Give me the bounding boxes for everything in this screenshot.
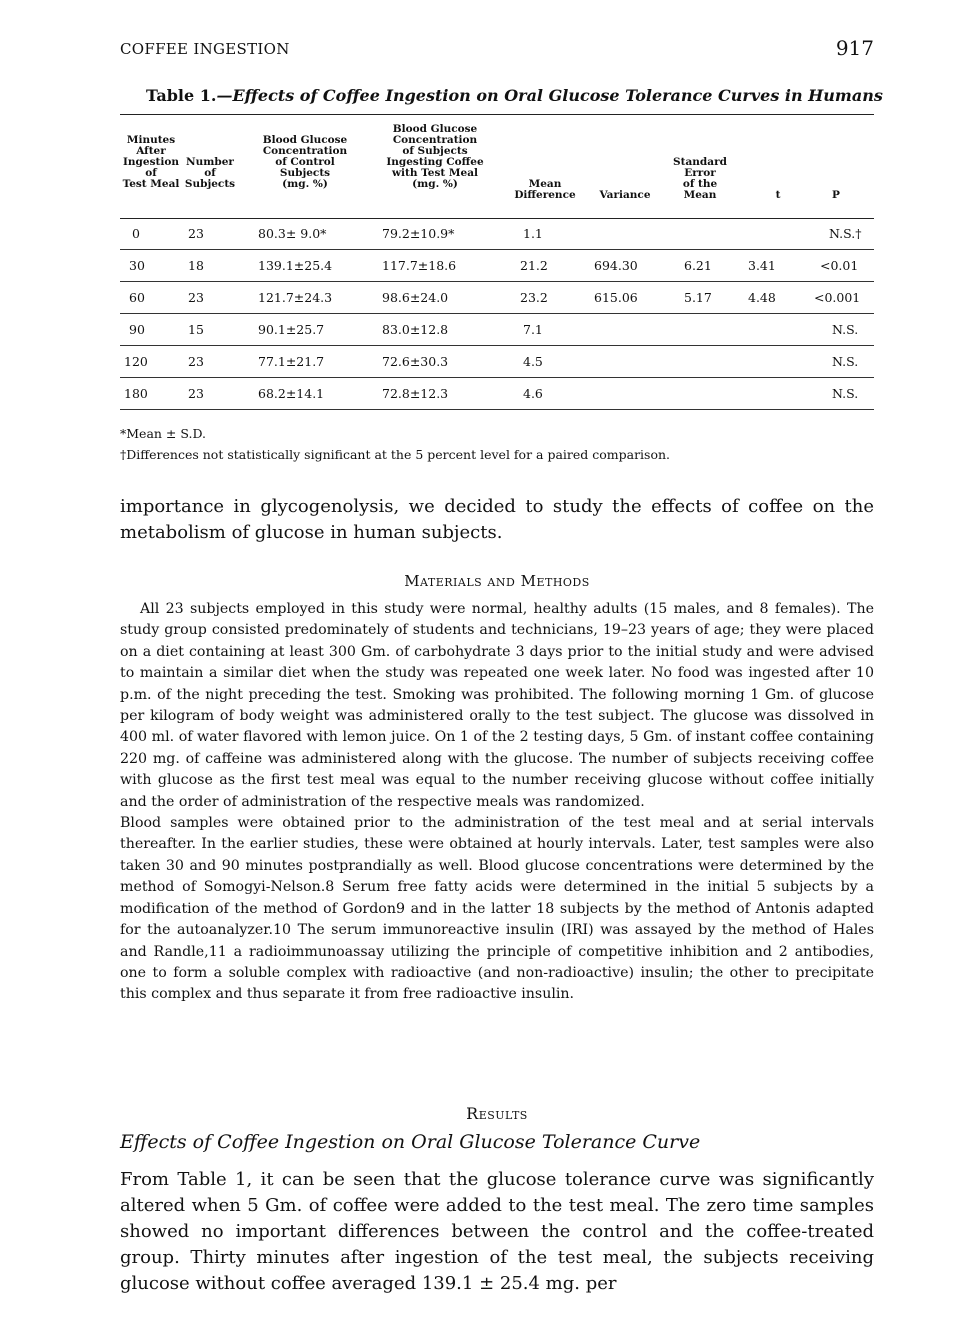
cell-p: N.S. bbox=[832, 322, 859, 337]
methods-paragraph: All 23 subjects employed in this study were normal, healthy adults (15 males, and 8 females). The study group consisted predominately of students and technicians, 19–23 years of age; they were placed on a diet containing at least 300 Gm. of carbohydrate 3 days prior to the initial study and were advised to maintain a similar diet when the study was repeated one week later. No food was ingested after 10 p.m. of the night preceding the test. Smoking was prohibited. The following morning 1 Gm. of glucose per kilogram of body weight was administered orally to the test subject. The glucose was dissolved in 400 ml. of water flavored with lemon juice. On 1 of the 2 testing days, 5 Gm. of instant coffee containing 220 mg. of caffeine was administered along with the glucose. The number of subjects receiving coffee with glucose as the first test meal was equal to the number receiving glucose without coffee initially and the order of administration of the respective meals was randomized. bbox=[120, 601, 874, 810]
data-table bbox=[120, 118, 874, 458]
cell-mean-difference: 21.2 bbox=[520, 258, 548, 273]
cell-p: <0.01 bbox=[820, 258, 859, 273]
cell-number: 23 bbox=[188, 386, 204, 401]
cell-mean-difference: 7.1 bbox=[523, 322, 543, 337]
cell-control: 68.2±14.1 bbox=[258, 386, 325, 401]
running-head-title: COFFEE INGESTION bbox=[120, 40, 290, 58]
intro-text: importance in glycogenolysis, we decided to study the effects of coffee on the metabolism of glucose in human subjects. bbox=[120, 496, 874, 543]
footnote-significance: †Differences not statistically significant at the 5 percent level for a paired comparison. bbox=[120, 447, 671, 462]
cell-sem: 5.17 bbox=[684, 290, 712, 305]
cell-minutes: 60 bbox=[129, 290, 145, 305]
table-row bbox=[120, 346, 874, 378]
cell-mean-difference: 4.5 bbox=[523, 354, 543, 369]
cell-control: 77.1±21.7 bbox=[258, 354, 325, 369]
row-rule bbox=[120, 409, 874, 410]
table-row bbox=[120, 314, 874, 346]
cell-mean-difference: 23.2 bbox=[520, 290, 548, 305]
cell-number: 23 bbox=[188, 290, 204, 305]
cell-t: 4.48 bbox=[748, 290, 776, 305]
table-title: —Effects of Coffee Ingestion on Oral Glucose Tolerance Curves in Humans bbox=[216, 86, 883, 105]
table-row bbox=[120, 218, 874, 250]
header-coffee: Blood Glucose Concentration of Subjects Ingesting Coffee with Test Meal (mg. %) bbox=[386, 123, 484, 190]
methods-body bbox=[120, 599, 874, 1006]
table-label: Table 1. bbox=[146, 86, 217, 105]
footnote-mean-sd: *Mean ± S.D. bbox=[120, 426, 207, 441]
cell-number: 18 bbox=[188, 258, 204, 273]
running-head bbox=[120, 36, 874, 64]
cell-coffee: 72.6±30.3 bbox=[382, 354, 449, 369]
cell-t: 3.41 bbox=[748, 258, 776, 273]
cell-minutes: 0 bbox=[132, 226, 140, 241]
intro-paragraph bbox=[120, 494, 874, 546]
header-p: P bbox=[832, 189, 840, 201]
header-minutes: Minutes After Ingestion of Test Meal bbox=[122, 134, 180, 190]
methods-paragraph: Blood samples were obtained prior to the administration of the test meal and at serial intervals thereafter. In the earlier studies, these were obtained at hourly intervals. Later, test samples were also taken 30 and 90 minutes postprandially as well. Blood glucose concentrations were determined by the method of Somogyi-Nelson.8 Serum free fatty acids were determined in the initial 5 subjects by a modification of the method of Gordon9 and in the latter 18 subjects by the method of Antonis adapted for the autoanalyzer.10 The serum immunoreactive insulin (IRI) was assayed by the method of Hales and Randle,11 a radioimmunoassay utilizing the principle of competitive inhibition and 2 antibodies, one to form a soluble complex with radioactive (and non-radioactive) insulin; the other to precipitate this complex and thus separate it from free radioactive insulin. bbox=[120, 815, 874, 1003]
header-variance: Variance bbox=[599, 189, 651, 201]
cell-number: 23 bbox=[188, 354, 204, 369]
cell-control: 121.7±24.3 bbox=[258, 290, 333, 305]
cell-minutes: 30 bbox=[129, 258, 145, 273]
cell-coffee: 79.2±10.9* bbox=[382, 226, 455, 241]
cell-minutes: 120 bbox=[124, 354, 148, 369]
table-row bbox=[120, 250, 874, 282]
table-top-rule bbox=[120, 114, 874, 115]
cell-control: 80.3± 9.0* bbox=[258, 226, 327, 241]
cell-minutes: 180 bbox=[124, 386, 148, 401]
header-sem: Standard Error of the Mean bbox=[673, 156, 727, 201]
cell-coffee: 83.0±12.8 bbox=[382, 322, 449, 337]
cell-coffee: 117.7±18.6 bbox=[382, 258, 457, 273]
cell-sem: 6.21 bbox=[684, 258, 712, 273]
table-footnotes bbox=[120, 426, 670, 462]
cell-mean-difference: 4.6 bbox=[523, 386, 543, 401]
cell-mean-difference: 1.1 bbox=[523, 226, 543, 241]
cell-p: <0.001 bbox=[814, 290, 861, 305]
table-row bbox=[120, 282, 874, 314]
cell-number: 15 bbox=[188, 322, 204, 337]
results-heading: Results bbox=[466, 1104, 528, 1123]
cell-variance: 694.30 bbox=[594, 258, 638, 273]
cell-control: 139.1±25.4 bbox=[258, 258, 333, 273]
cell-control: 90.1±25.7 bbox=[258, 322, 325, 337]
header-number: Number of Subjects bbox=[184, 156, 236, 190]
results-paragraph: From Table 1, it can be seen that the glucose tolerance curve was significantly altered when 5 Gm. of coffee were added to the test meal. The zero time samples showed no important differences between the control and the coffee-treated group. Thirty minutes after ingestion of the test meal, the subjects receiving glucose without coffee averaged 139.1 ± 25.4 mg. per bbox=[120, 1169, 874, 1294]
cell-p: N.S. bbox=[832, 354, 859, 369]
cell-coffee: 72.8±12.3 bbox=[382, 386, 449, 401]
cell-coffee: 98.6±24.0 bbox=[382, 290, 449, 305]
header-t: t bbox=[775, 189, 781, 201]
cell-variance: 615.06 bbox=[594, 290, 638, 305]
results-body bbox=[120, 1167, 874, 1297]
cell-minutes: 90 bbox=[129, 322, 145, 337]
cell-number: 23 bbox=[188, 226, 204, 241]
table-caption bbox=[146, 86, 883, 105]
methods-heading: Materials and Methods bbox=[404, 572, 590, 590]
page-number: 917 bbox=[835, 36, 874, 60]
cell-p: N.S.† bbox=[829, 226, 862, 241]
header-mean-difference: Mean Difference bbox=[514, 178, 576, 201]
header-control: Blood Glucose Concentration of Control Subjects (mg. %) bbox=[262, 134, 348, 190]
cell-p: N.S. bbox=[832, 386, 859, 401]
results-subheading: Effects of Coffee Ingestion on Oral Glucose Tolerance Curve bbox=[120, 1131, 701, 1153]
table-row bbox=[120, 378, 874, 410]
